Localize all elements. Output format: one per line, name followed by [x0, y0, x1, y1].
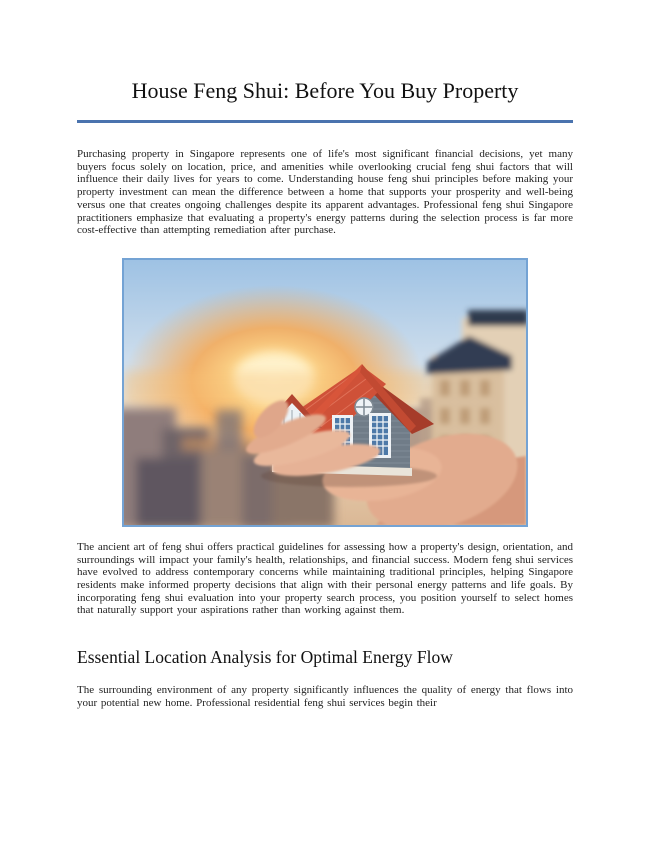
- hero-image: [122, 258, 528, 527]
- paragraph-third: The surrounding environment of any property significantly influences the quality of energy that flows into your potential new home. Professional residential feng shui services begin their: [77, 684, 573, 709]
- title-divider: [77, 120, 573, 123]
- paragraph-intro: Purchasing property in Singapore represents one of life's most significant financial decisions, yet many buyers focus solely on location, price, and amenities while overlooking crucial feng shui factors that will influence their daily lives for years to come. Understanding house feng shui principles before making your property investment can mean the difference between a home that supports your prosperity and well-being versus one that creates ongoing challenges despite its apparent advantages. Professional feng shui Singapore practitioners emphasize that evaluating a property's energy patterns during the selection process is far more cost-effective than attempting remediation after purchase.: [77, 148, 573, 237]
- section-heading: Essential Location Analysis for Optimal Energy Flow: [77, 647, 453, 668]
- house-in-hand-illustration: [124, 260, 526, 525]
- page-title: House Feng Shui: Before You Buy Property: [131, 78, 519, 103]
- paragraph-second: The ancient art of feng shui offers practical guidelines for assessing how a property's design, orientation, and surroundings will impact your family's health, relationships, and financial success. Modern feng shui services have evolved to address contemporary concerns while maintaining traditional principles, helping Singapore residents make informed property decisions that align with their personal energy patterns and life goals. By incorporating feng shui evaluation into your property search process, you position yourself to select homes that naturally support your aspirations rather than working against them.: [77, 540, 573, 617]
